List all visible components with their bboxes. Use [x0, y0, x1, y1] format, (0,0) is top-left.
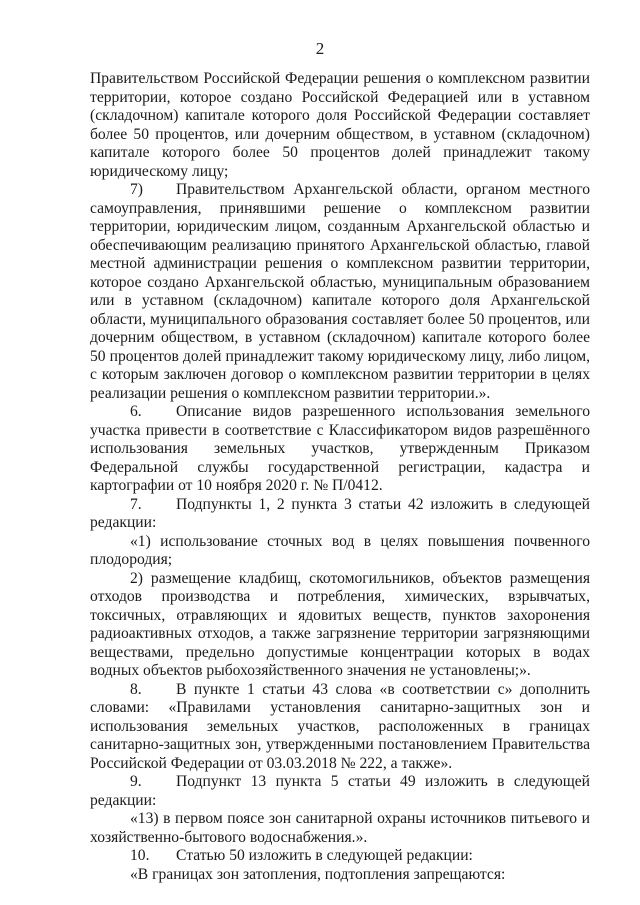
paragraph-item-9: 9. Подпункт 13 пункта 5 статьи 49 изложить в следующей редакции:	[90, 773, 590, 809]
item-number: 7.	[130, 495, 142, 513]
paragraph-quote-13: «13) в первом поясе зон санитарной охраны источников питьевого и хозяйственно-бытового водоснабжения.».	[90, 810, 590, 846]
item-number: 6.	[130, 403, 142, 420]
item-number: 9.	[130, 773, 142, 790]
item-number: 7)	[130, 181, 143, 198]
paragraph-1: Правительством Российской Федерации решения о комплексном развитии территории, которое создано Российской Федерацией или в уставном (складочном) капитале которого доля Российской Федерации составляет более 50 процентов, или дочерним обществом, в уставном (складочном) капитале которого более 50 процентов долей принадлежит такому юридическому лицу;	[90, 70, 590, 180]
paragraph-quote-1: «1) использование сточных вод в целях повышения почвенного плодородия;	[90, 532, 590, 568]
paragraph-item-10: 10. Статью 50 изложить в следующей редакции:	[130, 847, 473, 864]
item-number: 8.	[130, 680, 142, 698]
paragraph-quote-article-50: «В границах зон затопления, подтопления запрещаются:	[130, 865, 506, 883]
paragraph-item-6: 6. Описание видов разрешенного использования земельного участка привести в соответствие с Классификатором видов разрешённого использования земельных участков, утвержденным Приказом Федеральной службы государственной регистрации, кадастра и картографии от 10 ноября 2020 г. № П/0412.	[90, 403, 590, 494]
paragraph-item-7-subitem: 7) Правительством Архангельской области, органом местного самоуправления, принявшими решение о комплексном развитии территории, юридическим лицом, созданным Архангельской областью и обеспечивающим реализацию принятого Архангельской областью, главой местной администрации решения о комплексном развитии территории, которое создано Архангельской областью, муниципальным образованием или в уставном (складочном) капитале которого доля Архангельской области, муниципального образования составляет более 50 процентов, или дочерним обществом, в уставном (складочном) капитале которого более 50 процентов долей принадлежит такому юридическому лицу, либо лицом, с которым заключен договор о комплексном развитии территории в целях реализации решения о комплексном развитии территории.».	[90, 181, 590, 402]
paragraph-quote-2: 2) размещение кладбищ, скотомогильников, объектов размещения отходов производства и потребления, химических, взрывчатых, токсичных, отравляющих и ядовитых веществ, пунктов захоронения радиоактивных отходов, а также загрязнение территории загрязняющими веществами, предельно допустимые концентрации которых в водах водных объектов рыбохозяйственного значения не установлены;».	[90, 569, 590, 679]
paragraph-item-7: 7. Подпункты 1, 2 пункта 3 статьи 42 изложить в следующей редакции:	[90, 495, 590, 531]
item-number: 10.	[130, 847, 150, 864]
document-body	[90, 70, 590, 884]
page-number: 2	[315, 39, 325, 58]
paragraph-item-8: 8. В пункте 1 статьи 43 слова «в соответствии с» дополнить словами: «Правилами установления санитарно-защитных зон и использования земельных участков, расположенных в границах санитарно-защитных зон, утвержденными постановлением Правительства Российской Федерации от 03.03.2018 № 222, а также».	[90, 680, 590, 772]
